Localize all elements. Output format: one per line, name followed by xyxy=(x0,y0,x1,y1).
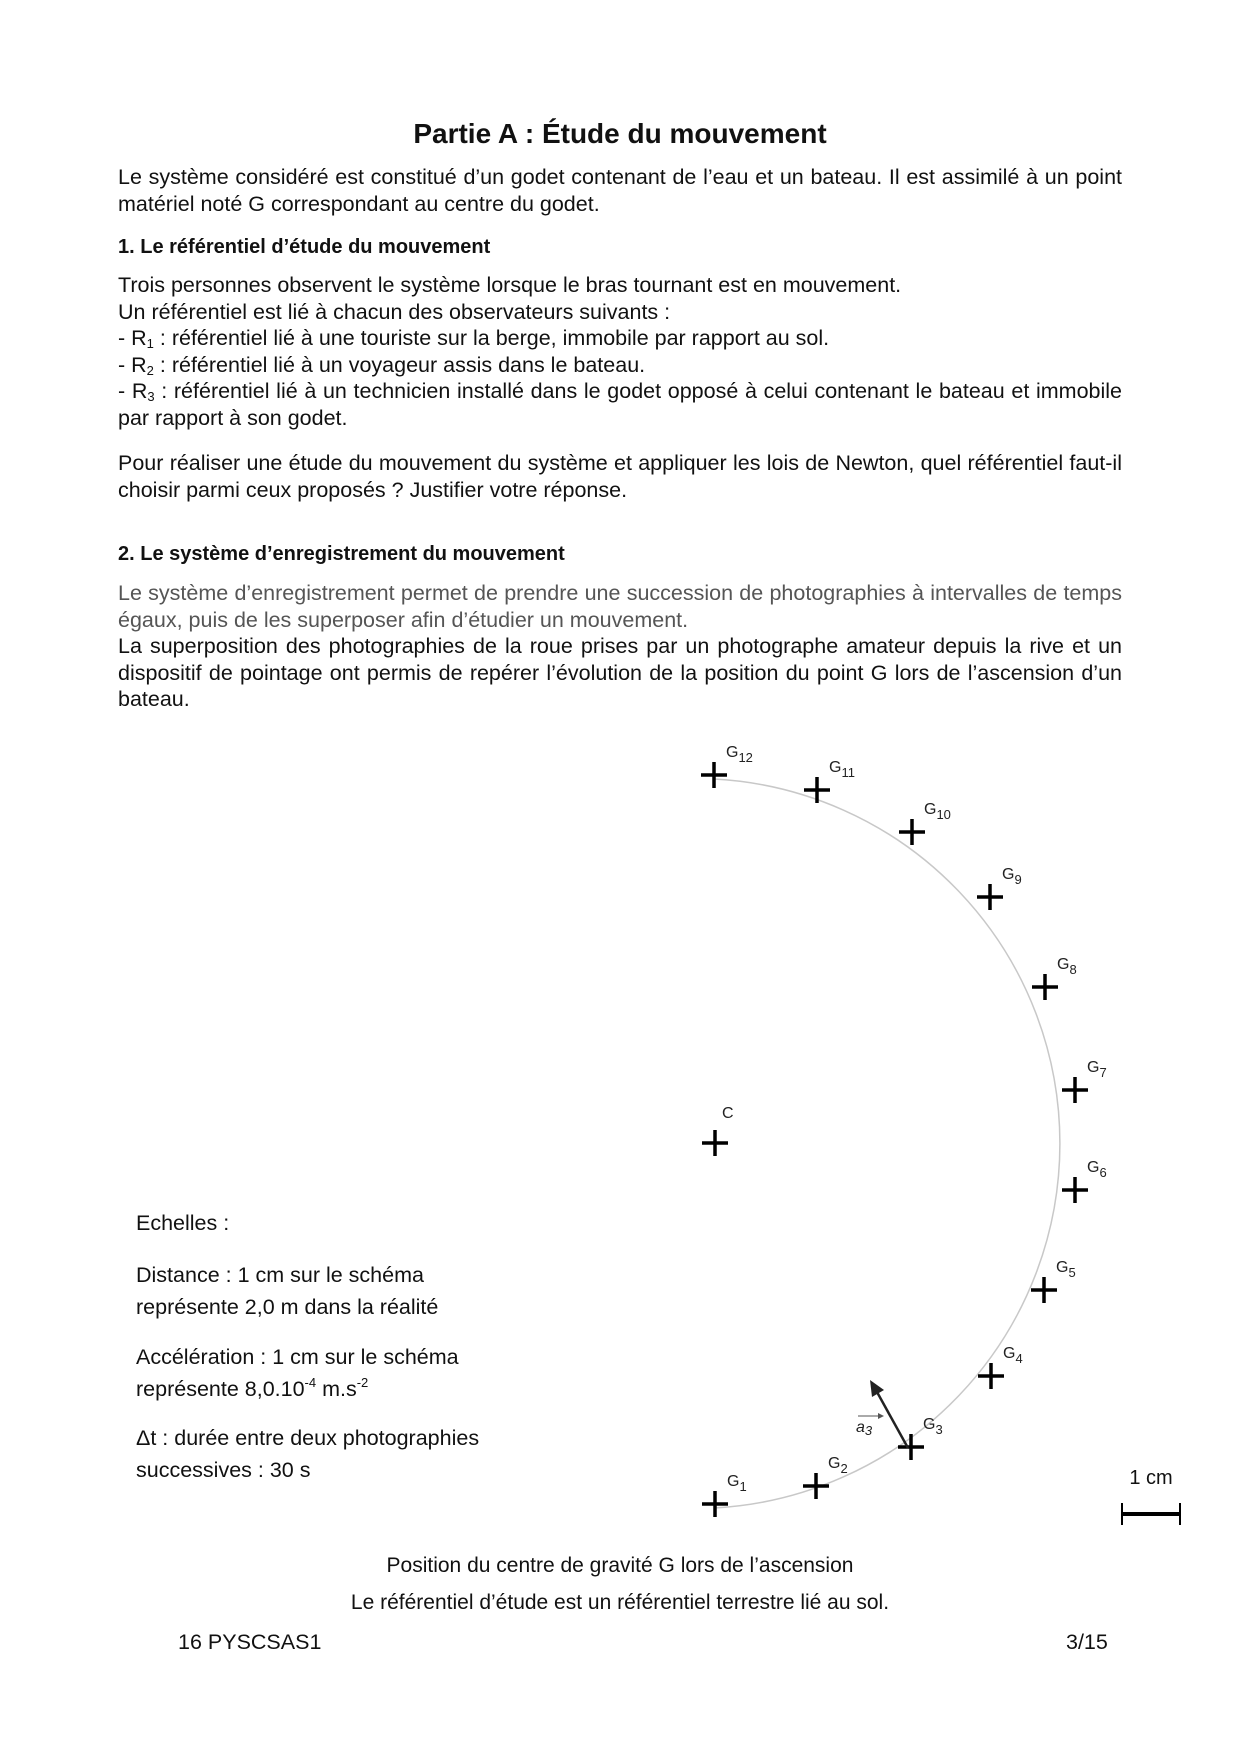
trajectory-point xyxy=(899,801,951,845)
point-marker xyxy=(804,777,830,803)
page-title: Partie A : Étude du mouvement xyxy=(413,118,827,149)
scale-distance: Distance : 1 cm sur le schéma représente 2,0 m dans la réalité xyxy=(136,1263,439,1319)
point-marker xyxy=(803,1473,829,1499)
section-2-paragraph: La superposition des photographies de la roue prises par un photographe amateur depuis la rive et un dispositif de pointage ont permis de repérer l’évolution de la position du point G lors de l’ascension d’un bateau. xyxy=(118,634,1122,712)
section-1-line: Trois personnes observent le système lorsque le bras tournant est en mouvement. xyxy=(118,273,902,297)
point-label: $G_1$ xyxy=(727,1473,747,1494)
point-marker xyxy=(977,884,1003,910)
point-label: $G_6$ xyxy=(1087,1159,1107,1180)
figure-caption-line1: Position du centre de gravité G lors de l’ascension xyxy=(386,1554,854,1577)
point-label: $G_{12}$ xyxy=(726,744,753,765)
section-1-heading: 1. Le référentiel d’étude du mouvement xyxy=(118,236,491,258)
section-1-question: Pour réaliser une étude du mouvement du système et appliquer les lois de Newton, quel référentiel faut-il choisir parmi ceux proposés ? Justifier votre réponse. xyxy=(118,451,1122,502)
section-2-paragraph-grey: Le système d’enregistrement permet de prendre une succession de photographies à intervalles de temps égaux, puis de les superposer afin d’étudier un mouvement. xyxy=(118,581,1122,632)
point-marker xyxy=(1062,1077,1088,1103)
intro-paragraph: Le système considéré est constitué d’un godet contenant de l’eau et un bateau. Il est assimilé à un point matériel noté G correspondant au centre du godet. xyxy=(118,165,1122,216)
point-marker xyxy=(701,762,727,788)
trajectory-point xyxy=(898,1416,943,1460)
trajectory-point xyxy=(1031,1259,1076,1303)
point-label: $G_5$ xyxy=(1056,1259,1076,1280)
trajectory-points xyxy=(701,744,1107,1517)
trajectory-arc xyxy=(714,779,1060,1508)
point-marker xyxy=(702,1491,728,1517)
acceleration-vector xyxy=(856,1380,908,1448)
figure-caption-line2: Le référentiel d’étude est un référentiel terrestre lié au sol. xyxy=(350,1591,890,1614)
section-1-line: Un référentiel est lié à chacun des observateurs suivants : xyxy=(118,299,671,324)
vector-label: a3 xyxy=(856,1419,873,1438)
point-label: $G_7$ xyxy=(1087,1059,1107,1080)
point-marker xyxy=(1062,1177,1088,1203)
frame-r2: - $R_2$ : référentiel lié à un voyageur assis dans le bateau. xyxy=(118,352,646,378)
point-marker xyxy=(1032,974,1058,1000)
trajectory-point xyxy=(977,866,1022,910)
trajectory-point xyxy=(804,759,855,803)
scales-heading: Echelles : xyxy=(136,1211,230,1235)
section-2-heading: 2. Le système d’enregistrement du mouvement xyxy=(118,543,565,565)
trajectory-point xyxy=(803,1455,848,1499)
point-label: $G_3$ xyxy=(923,1416,943,1437)
point-label: $G_{11}$ xyxy=(829,759,855,780)
footer-page-number: 3/15 xyxy=(1066,1630,1108,1654)
scale-bar xyxy=(1122,1467,1180,1525)
center-marker xyxy=(702,1105,734,1156)
trajectory-point xyxy=(1062,1059,1107,1103)
frame-r1: - $R_1$ : référentiel lié à une touriste sur la berge, immobile par rapport au sol. xyxy=(118,326,830,351)
point-marker xyxy=(978,1363,1004,1389)
point-label: $G_8$ xyxy=(1057,956,1077,977)
trajectory-point xyxy=(978,1345,1023,1389)
point-label: $G_{10}$ xyxy=(924,801,951,822)
scale-delta-t: Δt : durée entre deux photographies successives : 30 s xyxy=(136,1426,480,1482)
point-label: $G_4$ xyxy=(1003,1345,1023,1366)
point-marker xyxy=(1031,1277,1057,1303)
footer-code: 16 PYSCSAS1 xyxy=(178,1630,322,1654)
frame-r3: - $R_3$ : référentiel lié à un technicien installé dans le godet opposé à celui contenant le bateau et immobile par rapport à son godet. xyxy=(118,379,1122,430)
trajectory-point xyxy=(1062,1159,1107,1203)
trajectory-point xyxy=(1032,956,1077,1000)
scale-bar-label: 1 cm xyxy=(1129,1467,1173,1489)
point-marker xyxy=(899,819,925,845)
trajectory-point xyxy=(702,1473,747,1517)
point-label: $G_9$ xyxy=(1002,866,1022,887)
center-label: C xyxy=(722,1105,734,1122)
scale-acceleration: Accélération : 1 cm sur le schéma représente $8,0.10^{-4}$ $m.s^{-2}$ xyxy=(136,1345,459,1401)
point-label: $G_2$ xyxy=(828,1455,848,1476)
